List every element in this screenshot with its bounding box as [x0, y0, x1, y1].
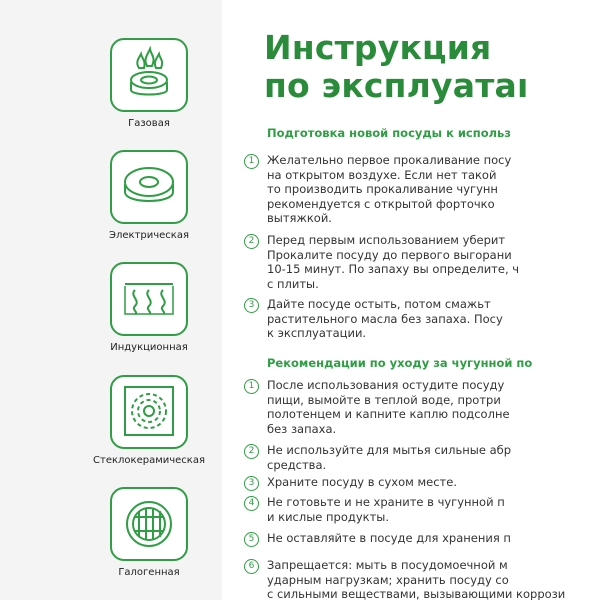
item-number: 3 [244, 476, 259, 491]
stove-type-label: Газовая [128, 118, 170, 129]
section-heading-preparation: Подготовка новой посуды к использ [267, 126, 511, 140]
stove-type-glass-ceramic [93, 375, 205, 466]
item-number: 5 [244, 532, 259, 547]
item-number: 4 [244, 496, 259, 511]
item-text: Не используйте для мытья сильные абр средства. [267, 443, 512, 472]
item-text: После использования остудите посуду пищи, вымойте в теплой воде, протри полотенцем и капните каплю подсолне без запаха. [267, 378, 510, 436]
stove-type-gas [105, 38, 193, 129]
stove-type-label: Галогенная [118, 567, 180, 578]
item-text: Дайте посуде остыть, потом смажьт растительного масла без запаха. Посу к эксплуатации. [267, 297, 503, 340]
page-title-line-1: Инструкция [264, 28, 492, 67]
item-number: 3 [244, 298, 259, 313]
section-heading-care: Рекомендации по уходу за чугунной по [267, 356, 533, 370]
stove-type-label: Индукционная [110, 342, 188, 353]
item-text: Не оставляйте в посуде для хранения п [267, 531, 511, 545]
item-number: 1 [244, 379, 259, 394]
item-text: Перед первым использованием уберит Прокалите посуду до первого выгорани 10-15 минут. По запаху вы определите, ч с плиты. [267, 233, 520, 291]
stove-type-electric [105, 150, 193, 241]
item-text: Храните посуду в сухом месте. [267, 475, 457, 489]
item-text: Не готовьте и не храните в чугунной п и кислые продукты. [267, 495, 505, 524]
item-number: 2 [244, 234, 259, 249]
cooktop-types-sidebar [0, 0, 222, 600]
item-text: Запрещается: мыть в посудомоечной м ударным нагрузкам; хранить посуду со с сильными веществами, вызывающими коррози [267, 558, 566, 600]
stove-type-halogen [105, 487, 193, 578]
stove-type-label: Стеклокерамическая [93, 455, 205, 466]
stove-type-induction [105, 262, 193, 353]
glass-ceramic-icon [110, 375, 188, 449]
page-title-line-2: по эксплуатаı [264, 66, 529, 105]
induction-coil-icon [110, 262, 188, 336]
item-number: 2 [244, 444, 259, 459]
gas-burner-icon [110, 38, 188, 112]
instruction-page [222, 0, 600, 600]
item-number: 6 [244, 559, 259, 574]
electric-plate-icon [110, 150, 188, 224]
halogen-grid-icon [110, 487, 188, 561]
item-number: 1 [244, 154, 259, 169]
item-text: Желательно первое прокаливание посу на открытом воздухе. Если нет такой то производить прокаливание чугунн рекомендуется с открытой форточко вытяжкой. [267, 153, 512, 225]
stove-type-label: Электрическая [109, 230, 189, 241]
